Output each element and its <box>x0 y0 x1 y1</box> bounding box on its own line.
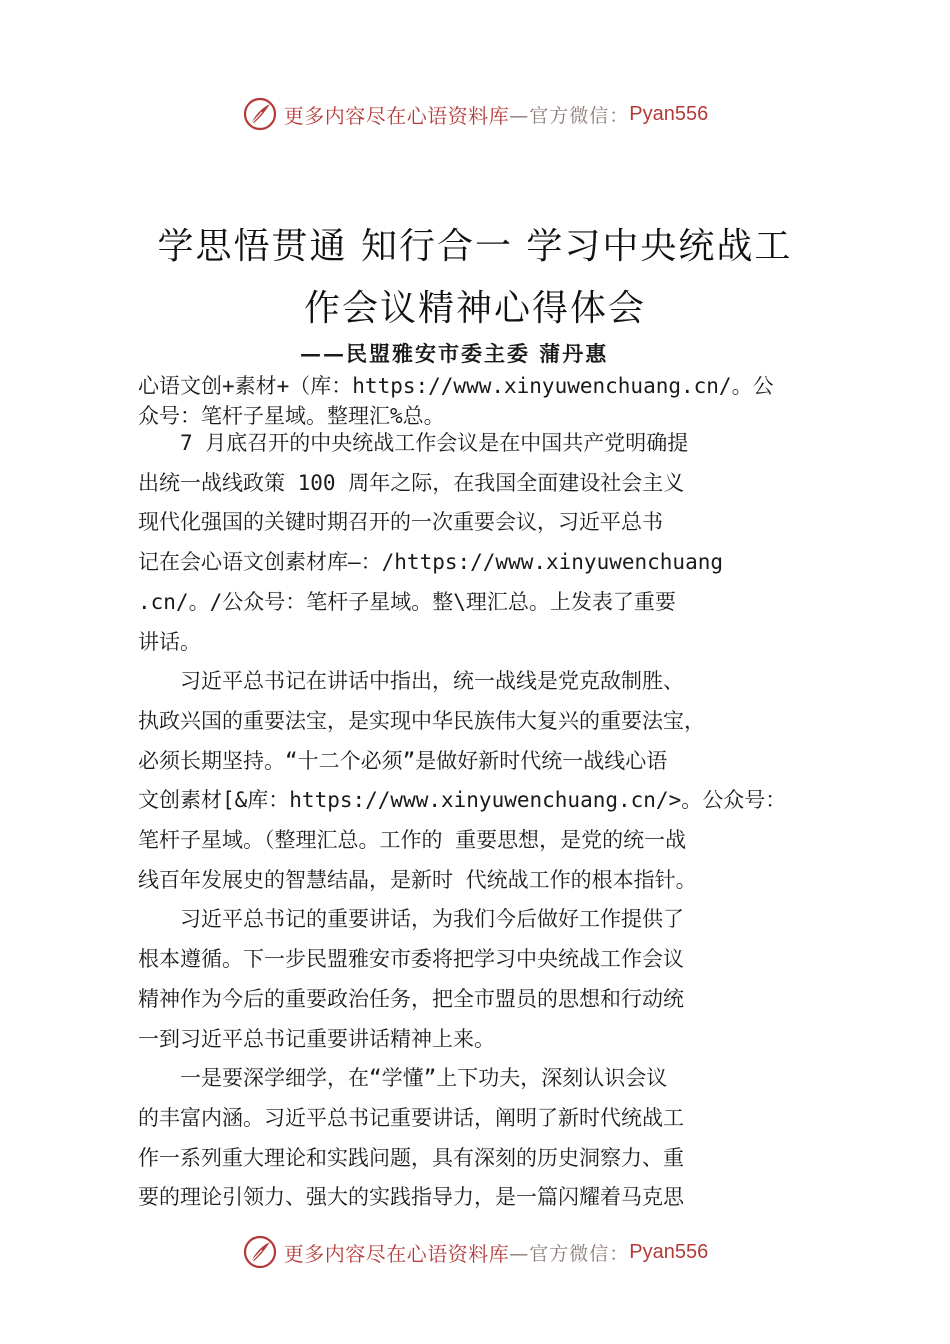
body-line: 执政兴国的重要法宝，是实现中华民族伟大复兴的重要法宝， <box>138 708 705 733</box>
body-line: 讲话。 <box>138 629 201 654</box>
document-byline: ——民盟雅安市委主委 蒲丹惠 <box>300 341 609 366</box>
body-line: 精神作为今后的重要政治任务，把全市盟员的思想和行动统 <box>138 986 684 1011</box>
source-line: 心语文创+素材+（库：https://www.xinyuwenchuang.cn/。公 <box>138 374 774 398</box>
body-line: 必须长期坚持。“十二个必须”是做好新时代统一战线心语 <box>138 748 668 773</box>
document-title-line-2: 作会议精神心得体会 <box>303 288 646 329</box>
body-line: 的丰富内涵。习近平总书记重要讲话，阐明了新时代统战工 <box>138 1105 684 1130</box>
body-line: 线百年发展史的智慧结晶，是新时 代统战工作的根本指针。 <box>138 867 697 892</box>
body-line: 作一系列重大理论和实践问题，具有深刻的历史洞察力、重 <box>138 1145 684 1170</box>
document-body <box>138 424 828 1218</box>
feather-seal-logo-icon <box>242 96 278 132</box>
watermark-red-text: 更多内容尽在心语资料库 <box>283 1241 510 1266</box>
watermark-red-text: 更多内容尽在心语资料库 <box>283 103 510 128</box>
body-line: 习近平总书记在讲话中指出，统一战线是党克敌制胜、 <box>138 669 684 694</box>
document-title-line-1: 学思悟贯通 知行合一 学习中央统战工 <box>157 226 793 267</box>
body-line: 文创素材[&库：https://www.xinyuwenchuang.cn/>。公众号： <box>138 788 787 813</box>
body-line: .cn/。/公众号：笔杆子星域。整\理汇总。上发表了重要 <box>138 589 676 614</box>
body-line: 一到习近平总书记重要讲话精神上来。 <box>138 1026 495 1051</box>
feather-seal-logo-icon <box>242 1234 278 1270</box>
footer-watermark <box>0 1230 950 1274</box>
body-line: 笔杆子星域。（整理汇总。工作的 重要思想，是党的统一战 <box>138 828 687 853</box>
body-line: 根本遵循。下一步民盟雅安市委将把学习中央统战工作会议 <box>138 947 684 972</box>
body-line: 出统一战线政策 100 周年之际，在我国全面建设社会主义 <box>138 470 685 495</box>
body-line: 记在会心语文创素材库—：/https://www.xinyuwenchuang <box>138 550 724 575</box>
body-line: 7 月底召开的中央统战工作会议是在中国共产党明确提 <box>138 431 689 455</box>
body-line: 要的理论引领力、强大的实践指导力，是一篇闪耀着马克思 <box>138 1185 684 1210</box>
body-line: 一是要深学细学，在“学懂”上下功夫，深刻认识会议 <box>138 1066 668 1091</box>
body-line: 习近平总书记的重要讲话，为我们今后做好工作提供了 <box>138 907 684 932</box>
watermark-gray-text: —官方微信： <box>509 104 630 127</box>
body-line: 现代化强国的关键时期召开的一次重要会议，习近平总书 <box>138 510 663 535</box>
watermark-wechat-id: Pyan556 <box>629 102 709 125</box>
source-note <box>138 371 828 431</box>
watermark-wechat-id: Pyan556 <box>629 1240 709 1263</box>
source-line: 众号：笔杆子星域。整理汇%总。 <box>138 404 445 428</box>
header-watermark <box>0 92 950 136</box>
watermark-gray-text: —官方微信： <box>509 1242 630 1265</box>
